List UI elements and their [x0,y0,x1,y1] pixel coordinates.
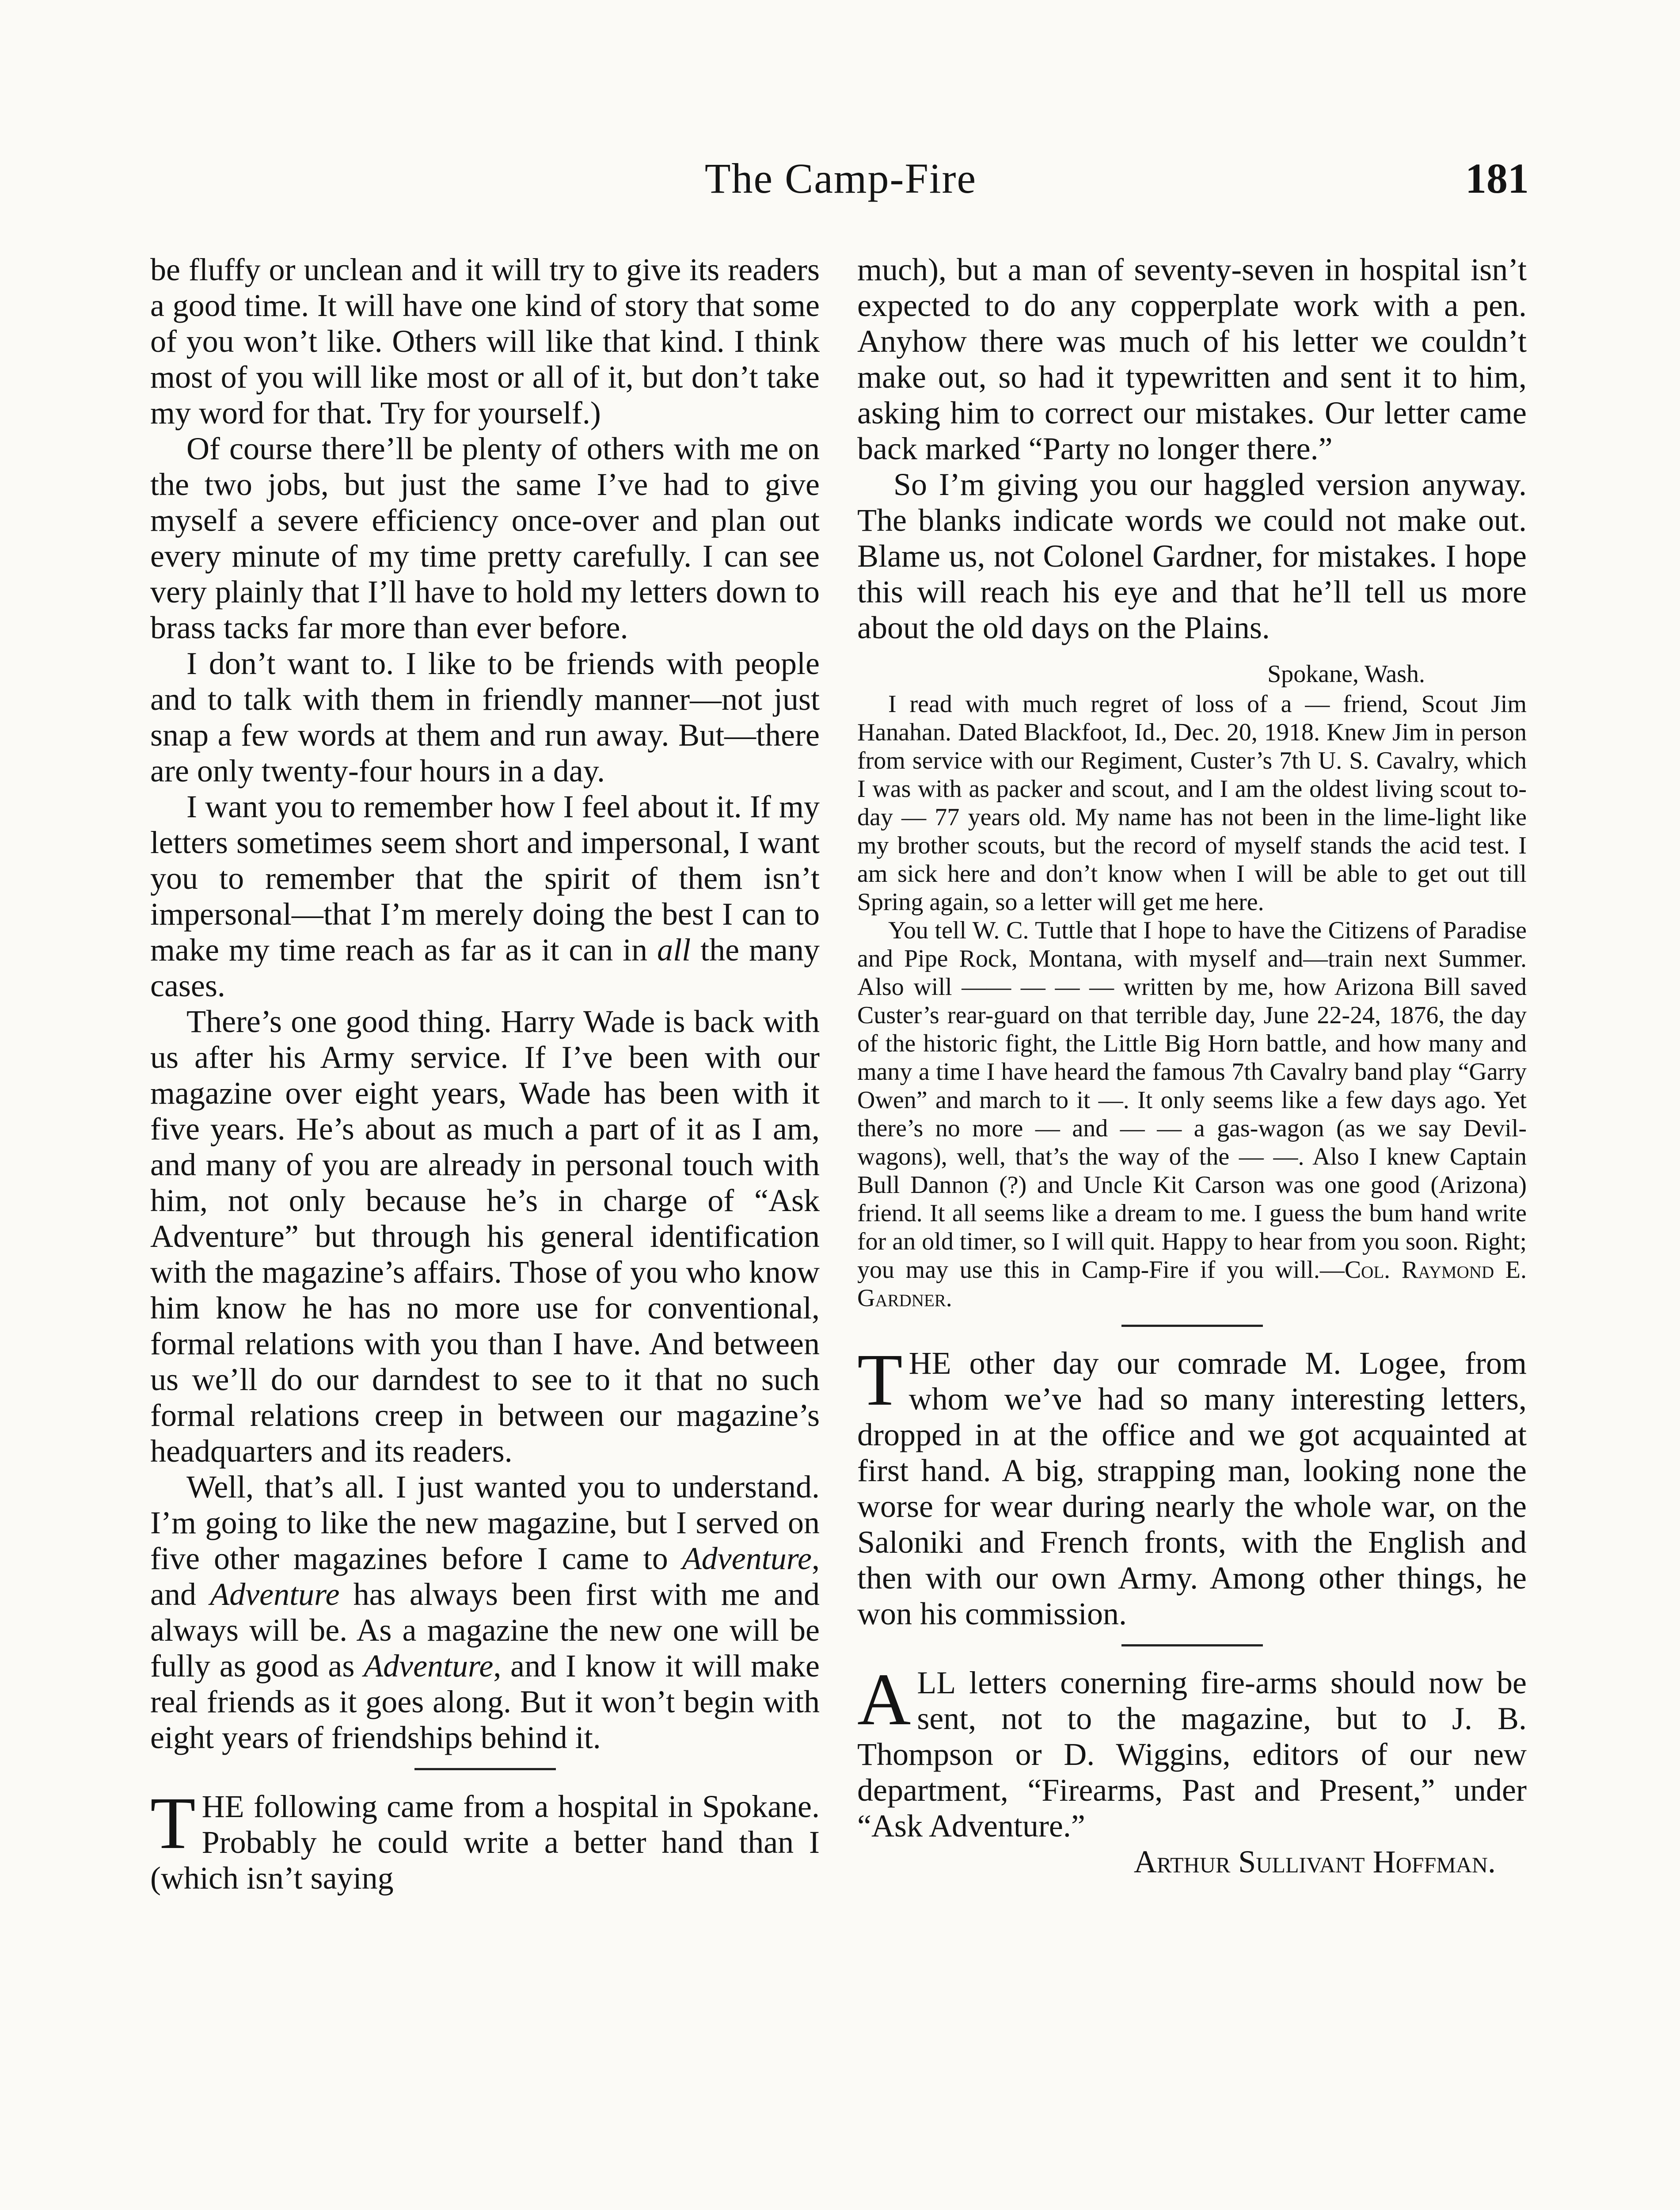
drop-cap: T [150,1782,196,1864]
text-run: other day our comrade M. Logee, from whom we’ve had so many interesting letters, dropped in at the office and we got acquainted at first hand. A big, strapping man, looking none the worse for wear during nearly the whole war, on the Saloniki and French fronts, with the English and then with our own Army. Among other things, he won his commission. [857,1345,1527,1631]
paragraph: Of course there’ll be plenty of others with me on the two jobs, but just the same I’ve had to give myself a severe efficiency once-over and plan out every minute of my time pretty carefully. I can see very plainly that I’ll have to hold my letters down to brass tacks far more than ever before. [150,431,820,645]
paragraph: There’s one good thing. Harry Wade is back with us after his Army service. If I’ve been with our magazine over eight years, Wade has been with it five years. He’s about as much a part of it as I am, and many of you are already in personal touch with him, not only because he’s in charge of “Ask Adventure” but through his general identification with the magazine’s affairs. Those of you who know him know he has no more use for conventional, formal relations with you than I have. And between us we’ll do our darndest to see to it that no such formal relations creep in between our magazine’s headquarters and its readers. [150,1004,820,1469]
letter-place: Spokane, Wash. [1267,660,1425,688]
running-header [152,154,1529,202]
text-run: , and [150,1541,820,1612]
paragraph: I don’t want to. I like to be friends with people and to talk with them in friendly manner—not just snap a few words at them and run away. But—there are only twenty-four hours in a day. [150,646,820,789]
paragraph [150,1782,820,1896]
paragraph: much), but a man of seventy-seven in hospital isn’t expected to do any copperplate work with a pen. Anyhow there was much of his letter we couldn’t make out, so had it typewritten and sent it to him, asking him to correct our mistakes. Our letter came back marked “Party no longer there.” [857,252,1527,466]
quoted-letter [857,660,1527,1312]
paragraph [857,1339,1527,1632]
page-number: 181 [1465,155,1529,202]
lead-in-text: LL [917,1665,956,1700]
letter-paragraph [857,916,1527,1312]
italic-text: Adventure [364,1648,494,1684]
lead-in-text: HE [908,1345,951,1381]
text-run: the many cases. [150,932,820,1003]
paragraph: So I’m giving you our haggled version anyway. The blanks indicate words we could not make out. Blame us, not Colonel Gardner, for mistakes. I hope this will reach his eye and that he’ll tell us more about the old days on the Plains. [857,467,1527,645]
author-signature: Arthur Sullivant Hoffman. [1133,1844,1496,1879]
section-divider [1121,1644,1263,1646]
text-run: I want you to remember how I feel about it. If my letters sometimes seem short and impersonal, I want you to remember that the spirit of them isn’t impersonal—that I’m merely doing the best I can to make my time reach as far as it can in [150,789,820,968]
lead-in-text: HE [201,1789,244,1824]
text-run: Well, that’s all. I just wanted you to understand. I’m going to like the new magazine, but I served on five other magazines before I came to [150,1469,820,1576]
section-divider [1121,1325,1263,1327]
text-run: has always been first with me and always will be. As a magazine the new one will be fully as good as [150,1577,820,1684]
paragraph: be fluffy or unclean and it will try to give its readers a good time. It will have one kind of story that some of you won’t like. Others will like that kind. I think most of you will like most or all of it, but don’t take my word for that. Try for yourself.) [150,252,820,431]
text-run: You tell W. C. Tuttle that I hope to have the Citizens of Paradise and Pipe Rock, Montana, with myself and—train next Summer. Also will —— — — — written by me, how Arizona Bill saved Custer’s rear-guard on that terrible day, June 22-24, 1876, the day of the historic fight, the Little Big Horn battle, and how many and many a time I have heard the famous 7th Cavalry band play “Garry Owen” and march to it —. It only seems like a few days ago. Yet there’s no more — and — — a gas-wagon (as we say Devil-wagons), well, that’s the way of the — —. Also I knew Captain Bull Dannon (?) and Uncle Kit Carson was one good (Arizona) friend. It all seems like a dream to me. I guess the bum hand write for an old timer, so I will quit. Happy to hear from you soon. Right; you may use this in Camp-Fire if you will.— [857,917,1527,1284]
left-column [150,252,820,1896]
text-run: following came from a hospital in Spokane. Probably he could write a better hand than I (which isn’t saying [150,1789,820,1896]
running-title: The Camp-Fire [704,155,977,202]
right-column [857,252,1527,1880]
paragraph [150,789,820,1004]
paragraph [150,1469,820,1756]
italic-text: all [657,932,691,968]
text-run: , and I know it will make real friends as it goes along. But it won’t begin with eight years of friendships behind it. [150,1648,820,1755]
section-divider [414,1768,556,1770]
drop-cap: A [857,1658,911,1741]
drop-cap: T [857,1339,903,1421]
letter-signature: Col. Raymond E. Gardner. [857,1256,1527,1312]
letter-paragraph: I read with much regret of loss of a — friend, Scout Jim Hanahan. Dated Blackfoot, Id., Dec. 20, 1918. Knew Jim in person from service with our Regiment, Custer’s 7th U. S. Cavalry, which I was with as packer and scout, and I am the oldest living scout to-day — 77 years old. My name has not been in the lime-light like my brother scouts, but the record of myself stands the acid test. I am sick here and don’t know when I will be able to get out till Spring again, so a letter will get me here. [857,690,1527,916]
italic-text: Adventure [682,1541,812,1576]
text-run: letters conerning fire-arms should now be sent, not to the magazine, but to J. B. Thompson or D. Wiggins, editors of our new department, “Firearms, Past and Present,” under “Ask Adventure.” [857,1665,1527,1844]
paragraph [857,1658,1527,1844]
italic-text: Adventure [210,1577,340,1612]
